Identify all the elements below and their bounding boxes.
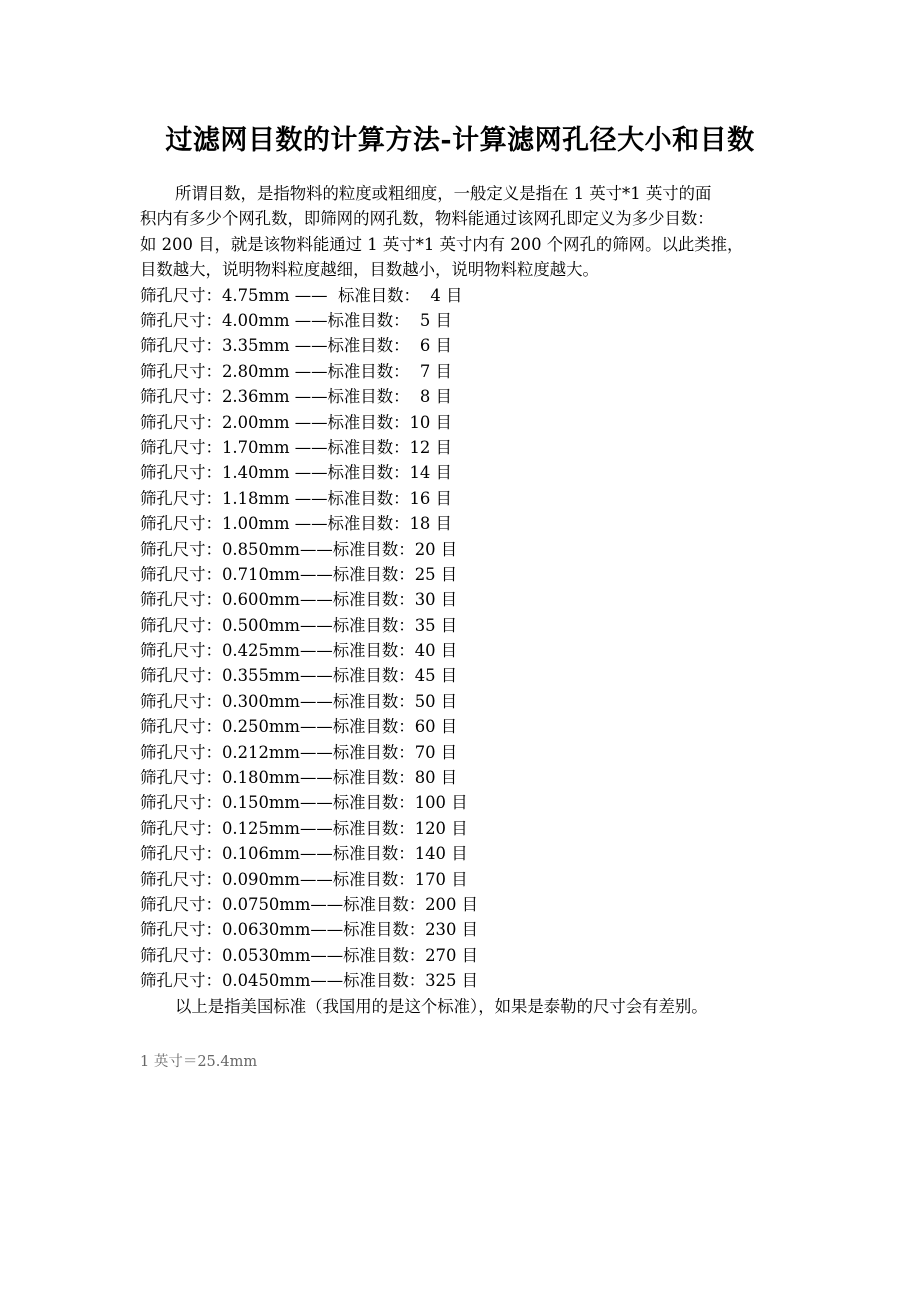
sieve-row: 筛孔尺寸：1.40mm ——标准目数：14 目	[140, 463, 452, 483]
intro-line: 目数越大，说明物料粒度越细，目数越小，说明物料粒度越大。	[140, 260, 599, 280]
sieve-row: 筛孔尺寸：0.300mm——标准目数：50 目	[140, 691, 458, 711]
sieve-row: 筛孔尺寸：0.600mm——标准目数：30 目	[140, 590, 458, 610]
sieve-row: 筛孔尺寸：0.125mm——标准目数：120 目	[140, 818, 468, 838]
intro-line: 积内有多少个网孔数，即筛网的网孔数，物料能通过该网孔即定义为多少目数：	[140, 209, 714, 229]
sieve-row: 筛孔尺寸：2.00mm ——标准目数：10 目	[140, 412, 452, 432]
intro-line: 所谓目数，是指物料的粒度或粗细度，一般定义是指在 1 英寸*1 英寸的面	[175, 184, 712, 203]
sieve-row: 筛孔尺寸：0.710mm——标准目数：25 目	[140, 564, 458, 584]
sieve-row: 筛孔尺寸：4.75mm —— 标准目数： 4 目	[140, 285, 463, 305]
sieve-row: 筛孔尺寸：0.180mm——标准目数：80 目	[140, 768, 458, 788]
sieve-row: 筛孔尺寸：0.425mm——标准目数：40 目	[140, 641, 458, 661]
sieve-row: 筛孔尺寸：0.850mm——标准目数：20 目	[140, 539, 458, 559]
sieve-row: 筛孔尺寸：0.0750mm——标准目数：200 目	[140, 895, 479, 914]
page-title: 过滤网目数的计算方法-计算滤网孔径大小和目数	[165, 125, 755, 156]
sieve-row: 筛孔尺寸：0.355mm——标准目数：45 目	[140, 666, 458, 686]
closing-paragraph: 以上是指美国标准（我国用的是这个标准），如果是泰勒的尺寸会有差别。	[175, 996, 708, 1016]
sieve-row: 筛孔尺寸：0.250mm——标准目数：60 目	[140, 717, 458, 737]
sieve-row: 筛孔尺寸：0.500mm——标准目数：35 目	[140, 615, 458, 635]
sieve-row: 筛孔尺寸：3.35mm ——标准目数： 6 目	[140, 336, 452, 356]
intro-paragraph	[140, 181, 800, 283]
sieve-row: 筛孔尺寸：4.00mm ——标准目数： 5 目	[140, 311, 452, 331]
inch-conversion-note: 1 英寸＝25.4mm	[140, 1054, 258, 1070]
sieve-row: 筛孔尺寸：0.0530mm——标准目数：270 目	[140, 945, 479, 965]
sieve-row: 筛孔尺寸：1.70mm ——标准目数：12 目	[140, 437, 452, 457]
intro-line: 如 200 目，就是该物料能通过 1 英寸*1 英寸内有 200 个网孔的筛网。以此类推，	[140, 234, 744, 254]
sieve-row: 筛孔尺寸：0.150mm——标准目数：100 目	[140, 793, 468, 813]
sieve-row: 筛孔尺寸：1.00mm ——标准目数：18 目	[140, 514, 452, 534]
sieve-size-list	[140, 283, 800, 994]
sieve-row: 筛孔尺寸：0.106mm——标准目数：140 目	[140, 844, 468, 864]
sieve-row: 筛孔尺寸：2.36mm ——标准目数： 8 目	[140, 387, 452, 407]
sieve-row: 筛孔尺寸：2.80mm ——标准目数： 7 目	[140, 361, 452, 381]
sieve-row: 筛孔尺寸：0.090mm——标准目数：170 目	[140, 869, 468, 889]
document-body	[140, 181, 800, 1019]
sieve-row: 筛孔尺寸：0.0450mm——标准目数：325 目	[140, 971, 479, 991]
sieve-row: 筛孔尺寸：0.212mm——标准目数：70 目	[140, 742, 458, 762]
sieve-row: 筛孔尺寸：1.18mm ——标准目数：16 目	[140, 488, 452, 508]
sieve-row: 筛孔尺寸：0.0630mm——标准目数：230 目	[140, 920, 479, 940]
